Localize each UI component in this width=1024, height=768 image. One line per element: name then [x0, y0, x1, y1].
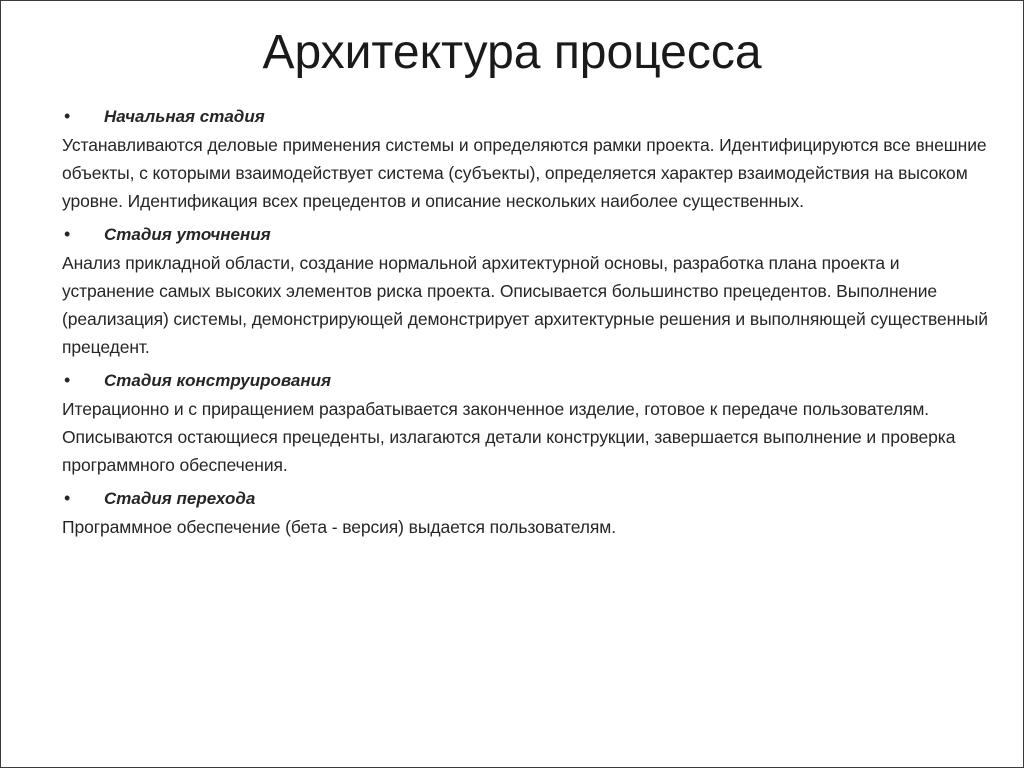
- stage-transition: [62, 483, 992, 545]
- stage-construction: [62, 365, 992, 483]
- stage-initial: [62, 101, 992, 219]
- stage-name: Стадия уточнения: [104, 225, 271, 244]
- stage-heading: [62, 365, 992, 395]
- stage-elaboration: [62, 219, 992, 365]
- bullet-icon: •: [64, 488, 71, 508]
- stage-description: Программное обеспечение (бета - версия) выдается пользователям.: [62, 517, 616, 537]
- stage-heading: [62, 483, 992, 513]
- stage-description: Устанавливаются деловые применения системы и определяются рамки проекта. Идентифицируются все внешние объекты, с которыми взаимодействует система (субъекты), определяется характер взаимодействия на высоком уровне. Идентификация всех прецедентов и описание нескольких наиболее существенных.: [62, 135, 987, 211]
- stage-name: Начальная стадия: [104, 107, 265, 126]
- stage-description: Анализ прикладной области, создание нормальной архитектурной основы, разработка плана проекта и устранение самых высоких элементов риска проекта. Описывается большинство прецедентов. Выполнение (реализация) системы, демонстрирующей демонстрирует архитектурные решения и выполняющей существенный прецедент.: [62, 253, 988, 357]
- slide-content: [62, 101, 992, 545]
- stage-heading: [62, 219, 992, 249]
- slide-title: Архитектура процесса: [262, 26, 762, 79]
- stage-description: Итерационно и с приращением разрабатывается законченное изделие, готовое к передаче пользователям. Описываются остающиеся прецеденты, излагаются детали конструкции, завершается выполнение и проверка программного обеспечения.: [62, 399, 956, 475]
- stage-heading: [62, 101, 992, 131]
- stage-name: Стадия перехода: [104, 489, 256, 508]
- bullet-icon: •: [64, 106, 71, 126]
- stage-name: Стадия конструирования: [104, 371, 332, 390]
- bullet-icon: •: [64, 224, 71, 244]
- bullet-icon: •: [64, 370, 71, 390]
